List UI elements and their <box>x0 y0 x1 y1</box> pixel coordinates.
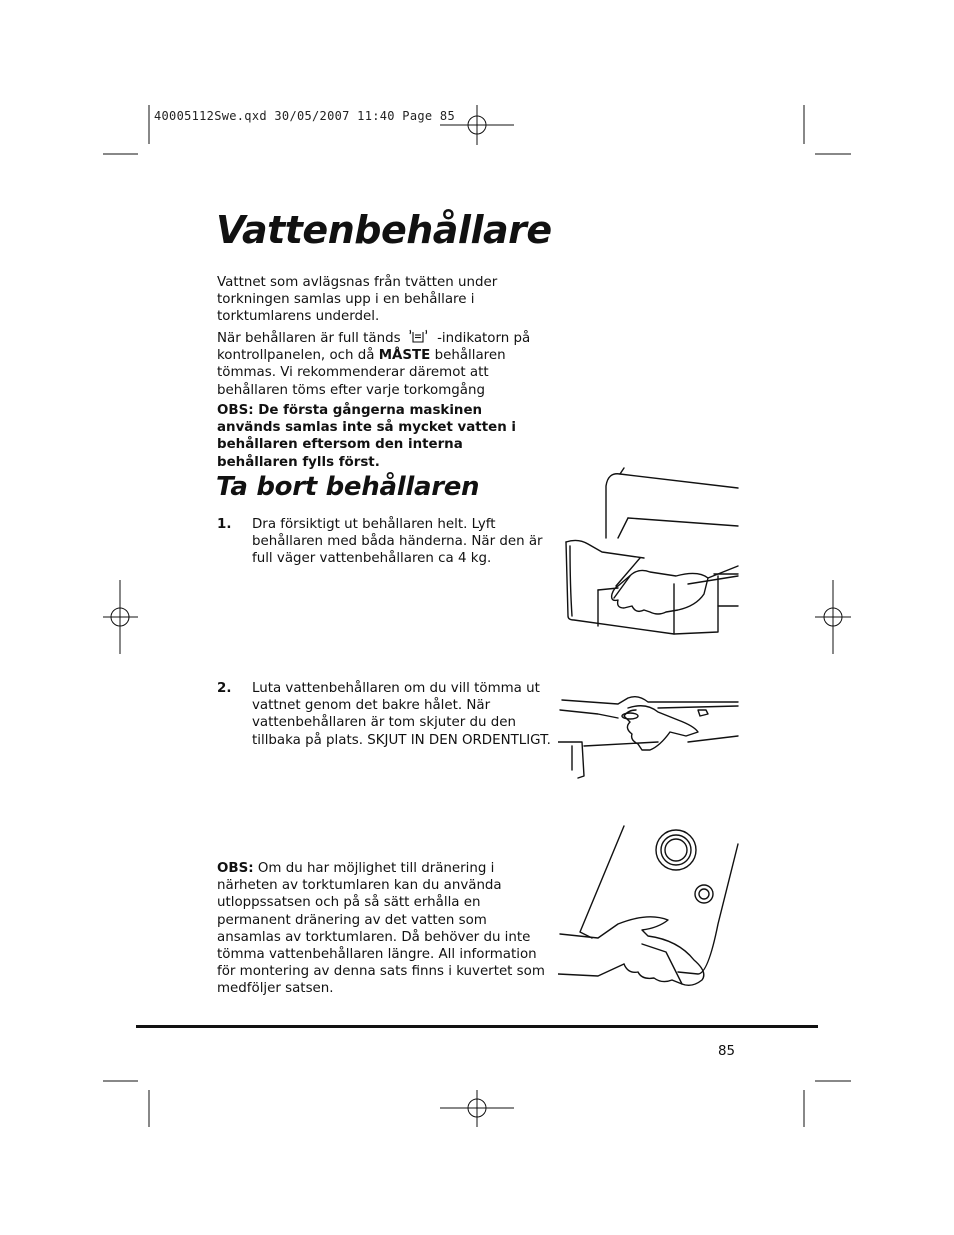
step-number: 1. <box>217 517 232 532</box>
section-title: Ta bort behållaren <box>216 472 480 502</box>
obs-note-bold: OBS: De första gångerna maskinen används samlas inte så mycket vatten i behållaren eftersom den interna behållaren fylls först. <box>217 403 516 470</box>
note-label: OBS: <box>217 861 254 876</box>
pull-out-container-illustration <box>558 466 740 638</box>
indicator-paragraph <box>217 329 547 399</box>
tilt-container-illustration <box>558 690 740 786</box>
registration-mark-icon <box>440 1090 514 1127</box>
drain-note <box>217 860 552 998</box>
indicator-text-middle: -indikatorn på kontrollpanelen, och då <box>217 331 531 364</box>
must-emphasis: MÅSTE <box>378 348 431 364</box>
registration-mark-icon <box>815 580 851 654</box>
footer-rule <box>136 1025 818 1028</box>
page-number: 85 <box>718 1044 736 1059</box>
step-number: 2. <box>217 681 232 696</box>
water-tank-indicator-icon <box>408 329 430 345</box>
step-text: Luta vattenbehållaren om du vill tömma ut vattnet genom det bakre hålet. När vattenbehållaren är tom skjuter du den tillbaka på plats. SKJUT IN DEN ORDENTLIGT. <box>252 681 551 748</box>
note-text: Om du har möjlighet till dränering i närheten av torktumlaren kan du använda utloppssatsen och på så sätt erhålla en permanent dränering av det vatten som ansamlas av torktumlaren. Då behöver du inte tömma vattenbehållaren längre. All information för montering av denna sats finns i kuvertet som medföljer satsen. <box>217 861 545 997</box>
step-text: Dra försiktigt ut behållaren helt. Lyft behållaren med båda händerna. När den är full väger vattenbehållaren ca 4 kg. <box>252 517 543 567</box>
print-slug: 40005112Swe.qxd 30/05/2007 11:40 Page 85 <box>154 109 455 123</box>
indicator-text-start: När behållaren är full tänds <box>217 331 401 346</box>
registration-mark-icon <box>103 580 138 654</box>
empty-container-illustration <box>558 824 740 996</box>
indicator-text-end: behållaren tömmas. Vi rekommenderar däremot att behållaren töms efter varje torkomgång <box>217 348 506 398</box>
intro-paragraph: Vattnet som avlägsnas från tvätten under torkningen samlas upp i en behållare i torktumlarens underdel. <box>217 275 498 325</box>
page-title: Vattenbehållare <box>216 208 552 252</box>
